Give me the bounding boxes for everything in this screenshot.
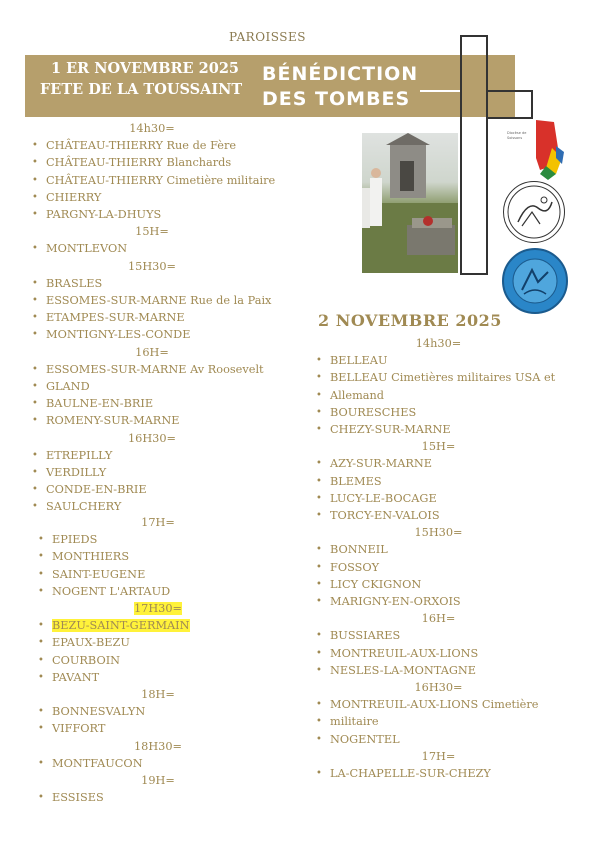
time-slot-heading: 14h30=: [415, 337, 462, 350]
svg-text:Soissons: Soissons: [507, 136, 523, 140]
location-item: • TORCY-EN-VALOIS: [316, 507, 581, 524]
location-item: • CHÂTEAU-THIERRY Cimetière militaire: [32, 172, 302, 189]
time-slot-heading: 15H30=: [127, 259, 177, 273]
location-item: • MONTLEVON: [32, 240, 302, 257]
location-item: • GLAND: [32, 378, 302, 395]
location-item: • MONTIGNY-LES-CONDE: [32, 326, 302, 343]
location-item: • MONTREUIL-AUX-LIONS: [316, 645, 581, 662]
time-slot-heading: 15H30=: [414, 526, 463, 540]
title-line-2: DES TOMBES: [262, 88, 411, 110]
page-title: [262, 62, 422, 112]
location-item: • BELLEAU: [316, 352, 581, 369]
location-item: • NESLES-LA-MONTAGNE: [316, 662, 581, 679]
time-slot-heading: 15H=: [421, 440, 456, 454]
location-item: • ESSOMES-SUR-MARNE Av Roosevelt: [32, 361, 302, 378]
day1-list-b: [38, 514, 258, 806]
date-heading: 1 ER NOVEMBRE 2025: [50, 60, 240, 77]
day1-list-a: [32, 120, 302, 516]
location-item: • CHIERRY: [32, 189, 302, 206]
time-slot-heading: 14h30=: [129, 122, 175, 135]
location-item: • CONDE-EN-BRIE: [32, 481, 302, 498]
location-item: • MONTREUIL-AUX-LIONS Cimetière: [316, 696, 581, 713]
time-slot-heading: [38, 600, 278, 617]
location-item: • BLEMES: [316, 473, 581, 490]
location-item: • NOGENTEL: [316, 731, 581, 748]
location-item: [38, 617, 258, 634]
time-slot-heading: 17H=: [141, 516, 175, 529]
location-item: • CHÂTEAU-THIERRY Rue de Fère: [32, 137, 302, 154]
location-item: • VIFFORT: [38, 720, 258, 737]
time-slot-heading: 15H=: [135, 225, 169, 239]
location-item: • ESSISES: [38, 789, 258, 806]
location-item: • LICY CKIGNON: [316, 576, 581, 593]
location-item: • NOGENT L'ARTAUD: [38, 583, 258, 600]
time-slot-heading: 16H30=: [127, 431, 177, 445]
location-item: • MONTHIERS: [38, 548, 258, 565]
location-item: • EPIEDS: [38, 531, 258, 548]
day2-title: 2 NOVEMBRE 2025: [318, 311, 502, 330]
location-item: • ETREPILLY: [32, 447, 302, 464]
location-item: • CHEZY-SUR-MARNE: [316, 421, 581, 438]
location-item: • PAVANT: [38, 669, 258, 686]
location-item: • PARGNY-LA-DHUYS: [32, 206, 302, 223]
time-slot-heading: 16H=: [135, 345, 169, 359]
location-item: • FOSSOY: [316, 559, 581, 576]
location-item: • SAINT-EUGENE: [38, 566, 258, 583]
parish-seal-logo: [503, 181, 565, 243]
location-item: • AZY-SUR-MARNE: [316, 455, 581, 472]
time-slot-heading: 17H=: [421, 749, 456, 763]
parishes-label: PAROISSES: [229, 30, 306, 44]
location-item: • ETAMPES-SUR-MARNE: [32, 309, 302, 326]
location-item: • VERDILLY: [32, 464, 302, 481]
location-item: • LUCY-LE-BOCAGE: [316, 490, 581, 507]
location-item: • BRASLES: [32, 275, 302, 292]
location-item: • MONTFAUCON: [38, 755, 258, 772]
list-item-continuation: • militaire: [316, 713, 581, 730]
time-slot-heading: 19H=: [141, 774, 175, 788]
location-item: • BAULNE-EN-BRIE: [32, 395, 302, 412]
time-slot-heading: 16H30=: [414, 681, 463, 695]
location-item: • ESSOMES-SUR-MARNE Rue de la Paix: [32, 292, 302, 309]
location-item: • BONNESVALYN: [38, 703, 258, 720]
location-item: • BELLEAU Cimetières militaires USA et: [316, 369, 581, 386]
blessing-photo: [362, 133, 458, 273]
feast-heading: FETE DE LA TOUSSAINT: [40, 81, 243, 98]
day2-list: [316, 335, 581, 782]
location-item: • EPAUX-BEZU: [38, 634, 258, 651]
highlighted-text: 17H30=: [133, 602, 183, 616]
list-item-continuation: • Allemand: [316, 387, 581, 404]
location-item: • BONNEIL: [316, 541, 581, 558]
location-item: • SAULCHERY: [32, 498, 302, 515]
location-item: • LA-CHAPELLE-SUR-CHEZY: [316, 765, 581, 782]
time-slot-heading: 16H=: [421, 612, 456, 626]
highlighted-text: BEZU-SAINT-GERMAIN: [52, 619, 190, 633]
time-slot-heading: 18H30=: [133, 739, 183, 753]
location-item: • COURBOIN: [38, 652, 258, 669]
location-item: • BOURESCHES: [316, 404, 581, 421]
location-item: • MARIGNY-EN-ORXOIS: [316, 593, 581, 610]
time-slot-heading: 18H=: [141, 688, 175, 702]
location-item: • ROMENY-SUR-MARNE: [32, 412, 302, 429]
diocese-logo: [506, 118, 564, 180]
svg-text:Diocèse de: Diocèse de: [507, 131, 527, 135]
location-item: • CHÂTEAU-THIERRY Blanchards: [32, 154, 302, 171]
location-item: • BUSSIARES: [316, 627, 581, 644]
blue-parish-logo: [502, 248, 568, 314]
title-line-1: BÉNÉDICTION: [262, 63, 419, 85]
